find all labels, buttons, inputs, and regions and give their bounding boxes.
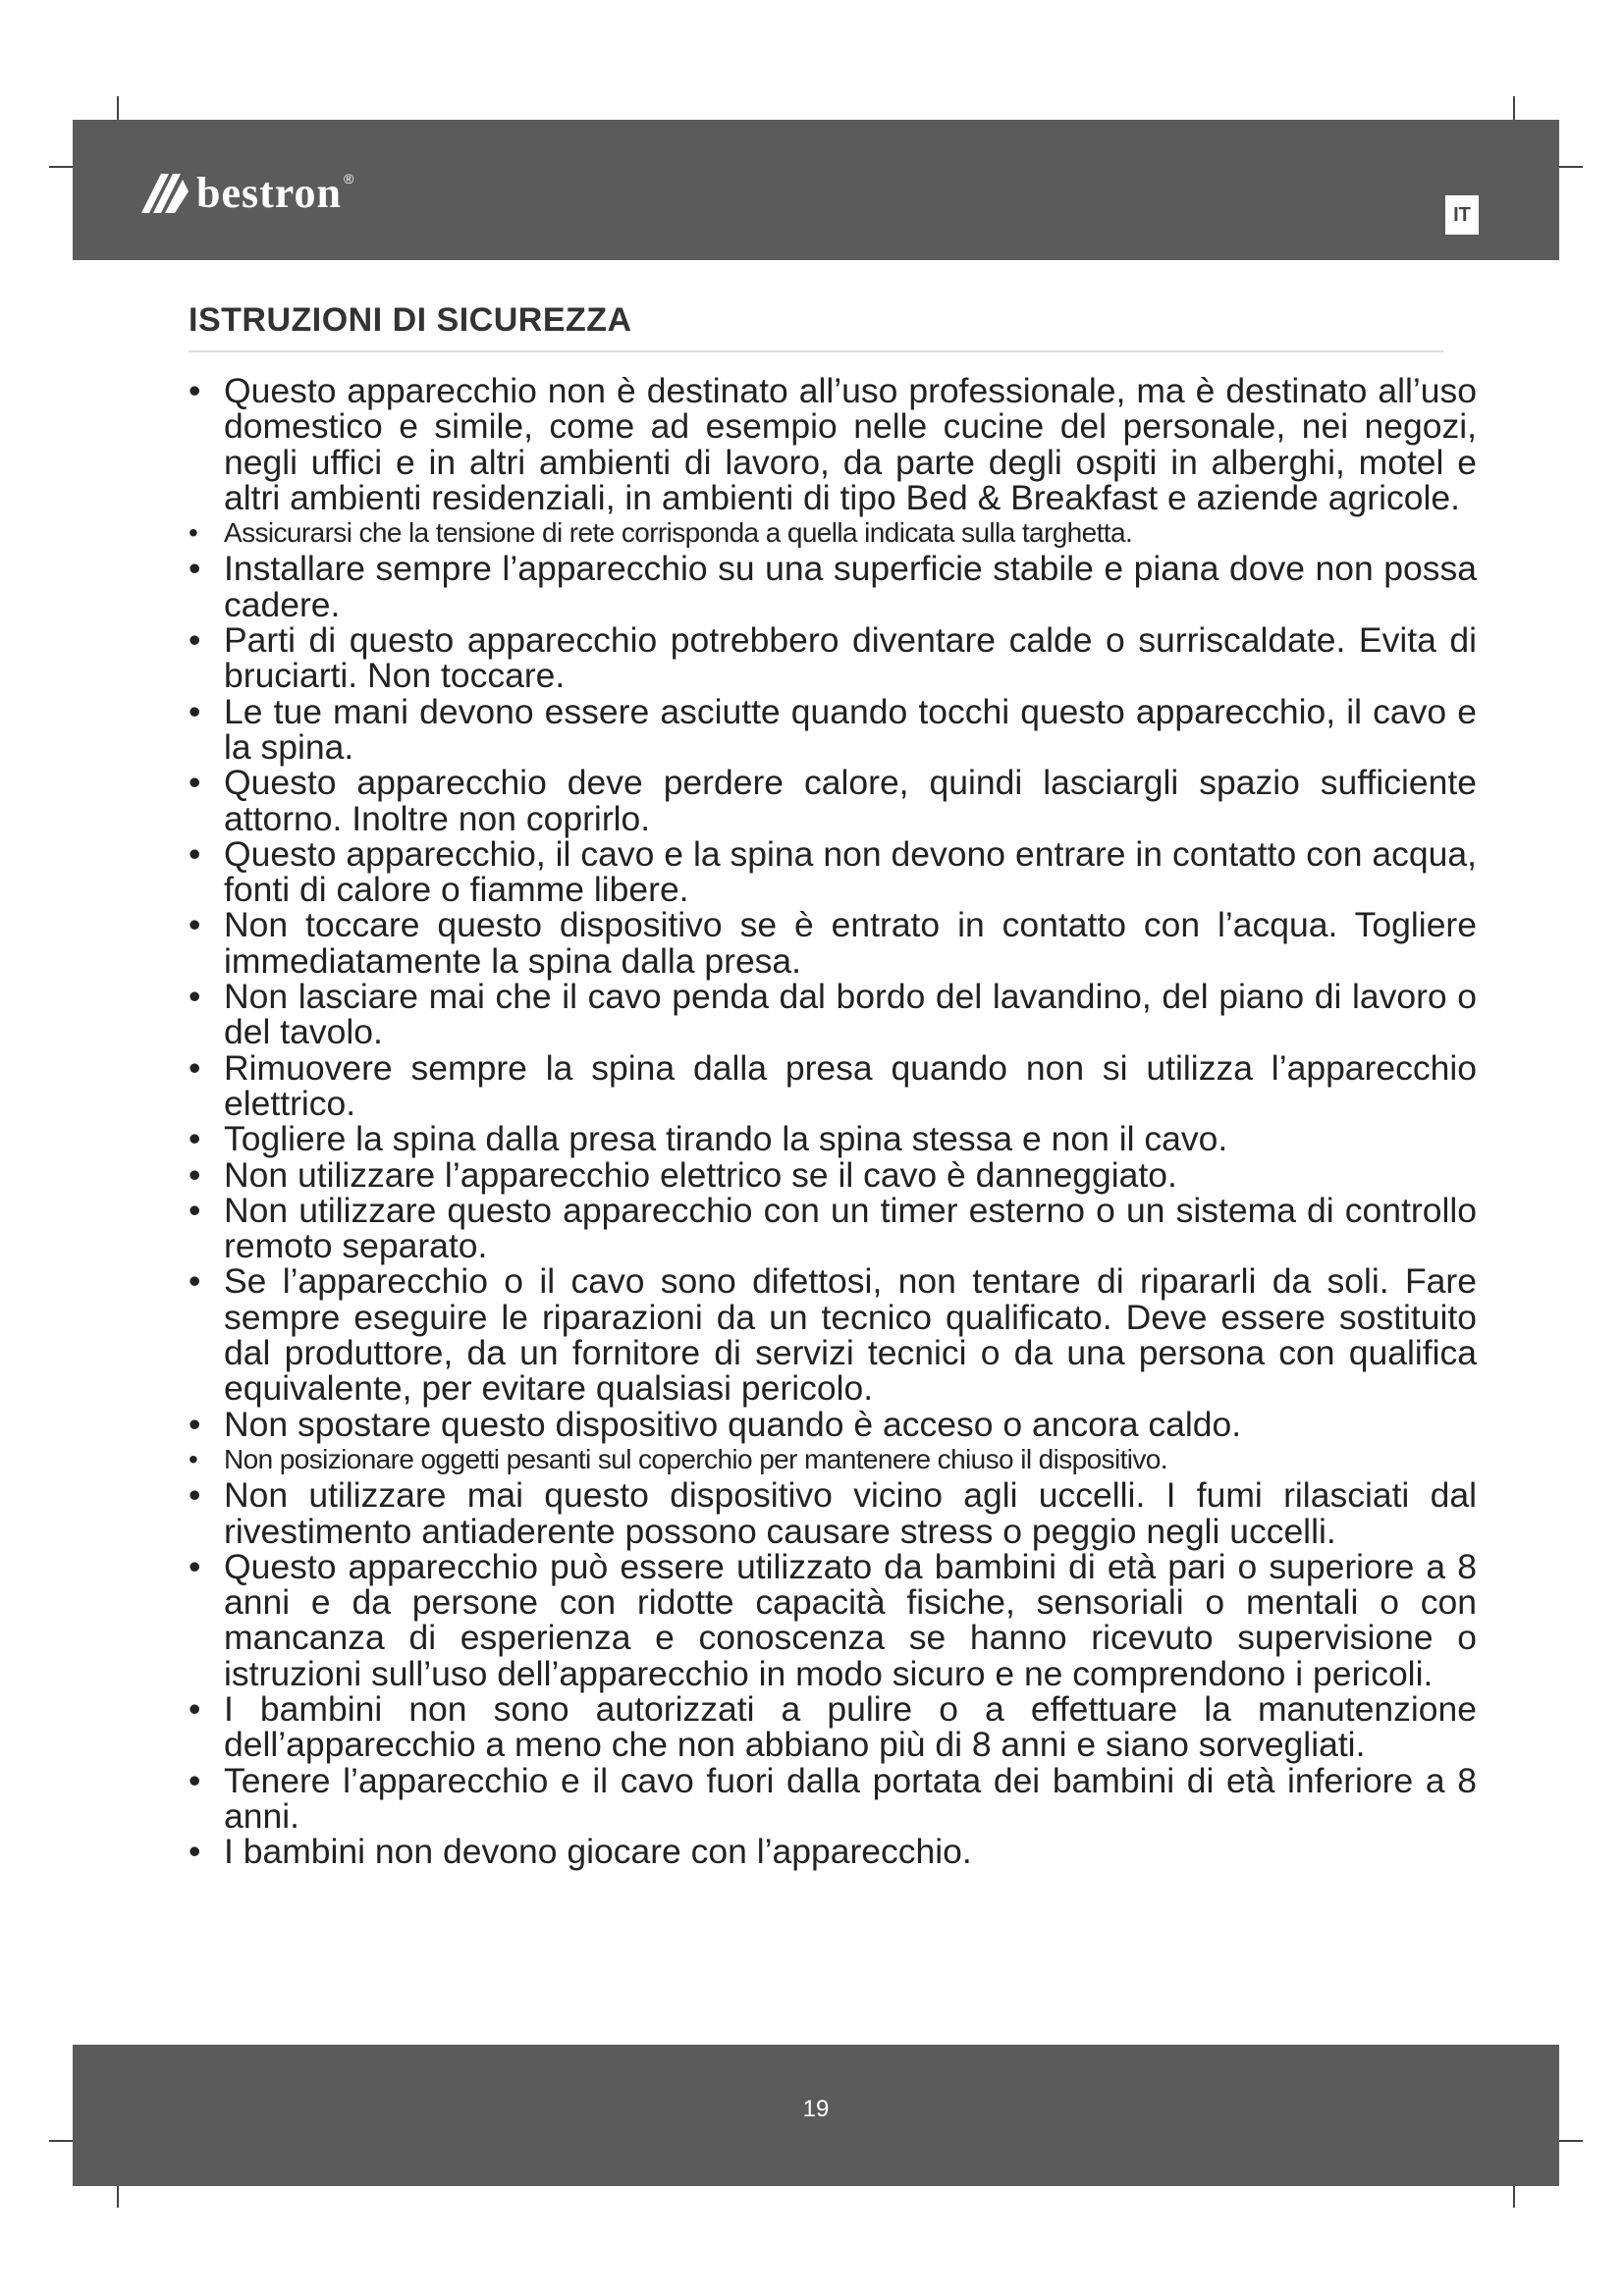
page-number: 19: [802, 2096, 830, 2122]
list-item: • Tenere l’apparecchio e il cavo fuori dalla portata dei bambini di età inferiore a 8 anni.: [181, 1763, 1477, 1835]
header-bar: [73, 120, 1559, 260]
bestron-logo: [139, 169, 353, 218]
list-item: • Non lasciare mai che il cavo penda dal bordo del lavandino, del piano di lavoro o del tavolo.: [181, 979, 1477, 1050]
list-item: • Non utilizzare questo apparecchio con un timer esterno o un sistema di controllo remoto separato.: [181, 1193, 1477, 1264]
list-item: • Parti di questo apparecchio potrebbero diventare calde o surriscaldate. Evita di bruciarti. Non toccare.: [181, 622, 1477, 694]
list-item: • Non toccare questo dispositivo se è entrato in contatto con l’acqua. Togliere immediatamente la spina dalla presa.: [181, 907, 1477, 979]
list-item: • Installare sempre l’apparecchio su una superficie stabile e piana dove non possa cadere.: [181, 551, 1477, 622]
brand-chevron-icon: [139, 172, 190, 215]
language-badge: IT: [1445, 195, 1479, 235]
list-item: • Rimuovere sempre la spina dalla presa quando non si utilizza l’apparecchio elettrico.: [181, 1050, 1477, 1122]
list-item: • Questo apparecchio deve perdere calore, quindi lasciargli spazio sufficiente attorno. Inoltre non coprirlo.: [181, 765, 1477, 836]
registered-mark: ®: [343, 171, 354, 187]
safety-instructions-list: [181, 371, 1477, 1872]
list-item: • Le tue mani devono essere asciutte quando tocchi questo apparecchio, il cavo e la spina.: [181, 694, 1477, 766]
list-item: • Non utilizzare mai questo dispositivo vicino agli uccelli. I fumi rilasciati dal rivestimento antiaderente possono causare stress o peggio negli uccelli.: [181, 1477, 1477, 1549]
list-item: • Questo apparecchio non è destinato all’uso professionale, ma è destinato all’uso domestico e simile, come ad esempio nelle cucine del personale, nei negozi, negli uffici e in altri ambienti di lavoro, da parte degli ospiti in alberghi, motel e altri ambienti residenziali, in ambienti di tipo Bed & Breakfast e aziende agricole.: [181, 373, 1477, 515]
list-item: • I bambini non devono giocare con l’apparecchio.: [181, 1834, 1477, 1869]
list-item: • Questo apparecchio può essere utilizzato da bambini di età pari o superiore a 8 anni e da persone con ridotte capacità fisiche, sensoriali o mentali o con mancanza di esperienza e conoscenza se hanno ricevuto supervisione o istruzioni sull’uso dell’apparecchio in modo sicuro e ne comprendono i pericoli.: [181, 1549, 1477, 1691]
list-item: • Non spostare questo dispositivo quando è acceso o ancora caldo.: [181, 1407, 1477, 1442]
title-divider: [189, 350, 1443, 352]
list-item: • I bambini non sono autorizzati a pulire o a effettuare la manutenzione dell’apparecchio a meno che non abbiano più di 8 anni e siano sorvegliati.: [181, 1691, 1477, 1763]
section-title: ISTRUZIONI DI SICUREZZA: [189, 301, 632, 339]
list-item: • Se l’apparecchio o il cavo sono difettosi, non tentare di ripararli da soli. Fare sempre eseguire le riparazioni da un tecnico qualificato. Deve essere sostituito dal produttore, da un fornitore di servizi tecnici o da una persona con qualifica equivalente, per evitare qualsiasi pericolo.: [181, 1263, 1477, 1406]
list-item: • Assicurarsi che la tensione di rete corrisponda a quella indicata sulla targhetta.: [181, 515, 1477, 551]
list-item: • Non utilizzare l’apparecchio elettrico se il cavo è danneggiato.: [181, 1157, 1477, 1193]
list-item: • Questo apparecchio, il cavo e la spina non devono entrare in contatto con acqua, fonti di calore o fiamme libere.: [181, 836, 1477, 908]
list-item: • Non posizionare oggetti pesanti sul coperchio per mantenere chiuso il dispositivo.: [181, 1442, 1477, 1477]
footer-bar: [73, 2045, 1559, 2186]
list-item: • Togliere la spina dalla presa tirando la spina stessa e non il cavo.: [181, 1121, 1477, 1156]
brand-name: bestron: [196, 169, 342, 217]
